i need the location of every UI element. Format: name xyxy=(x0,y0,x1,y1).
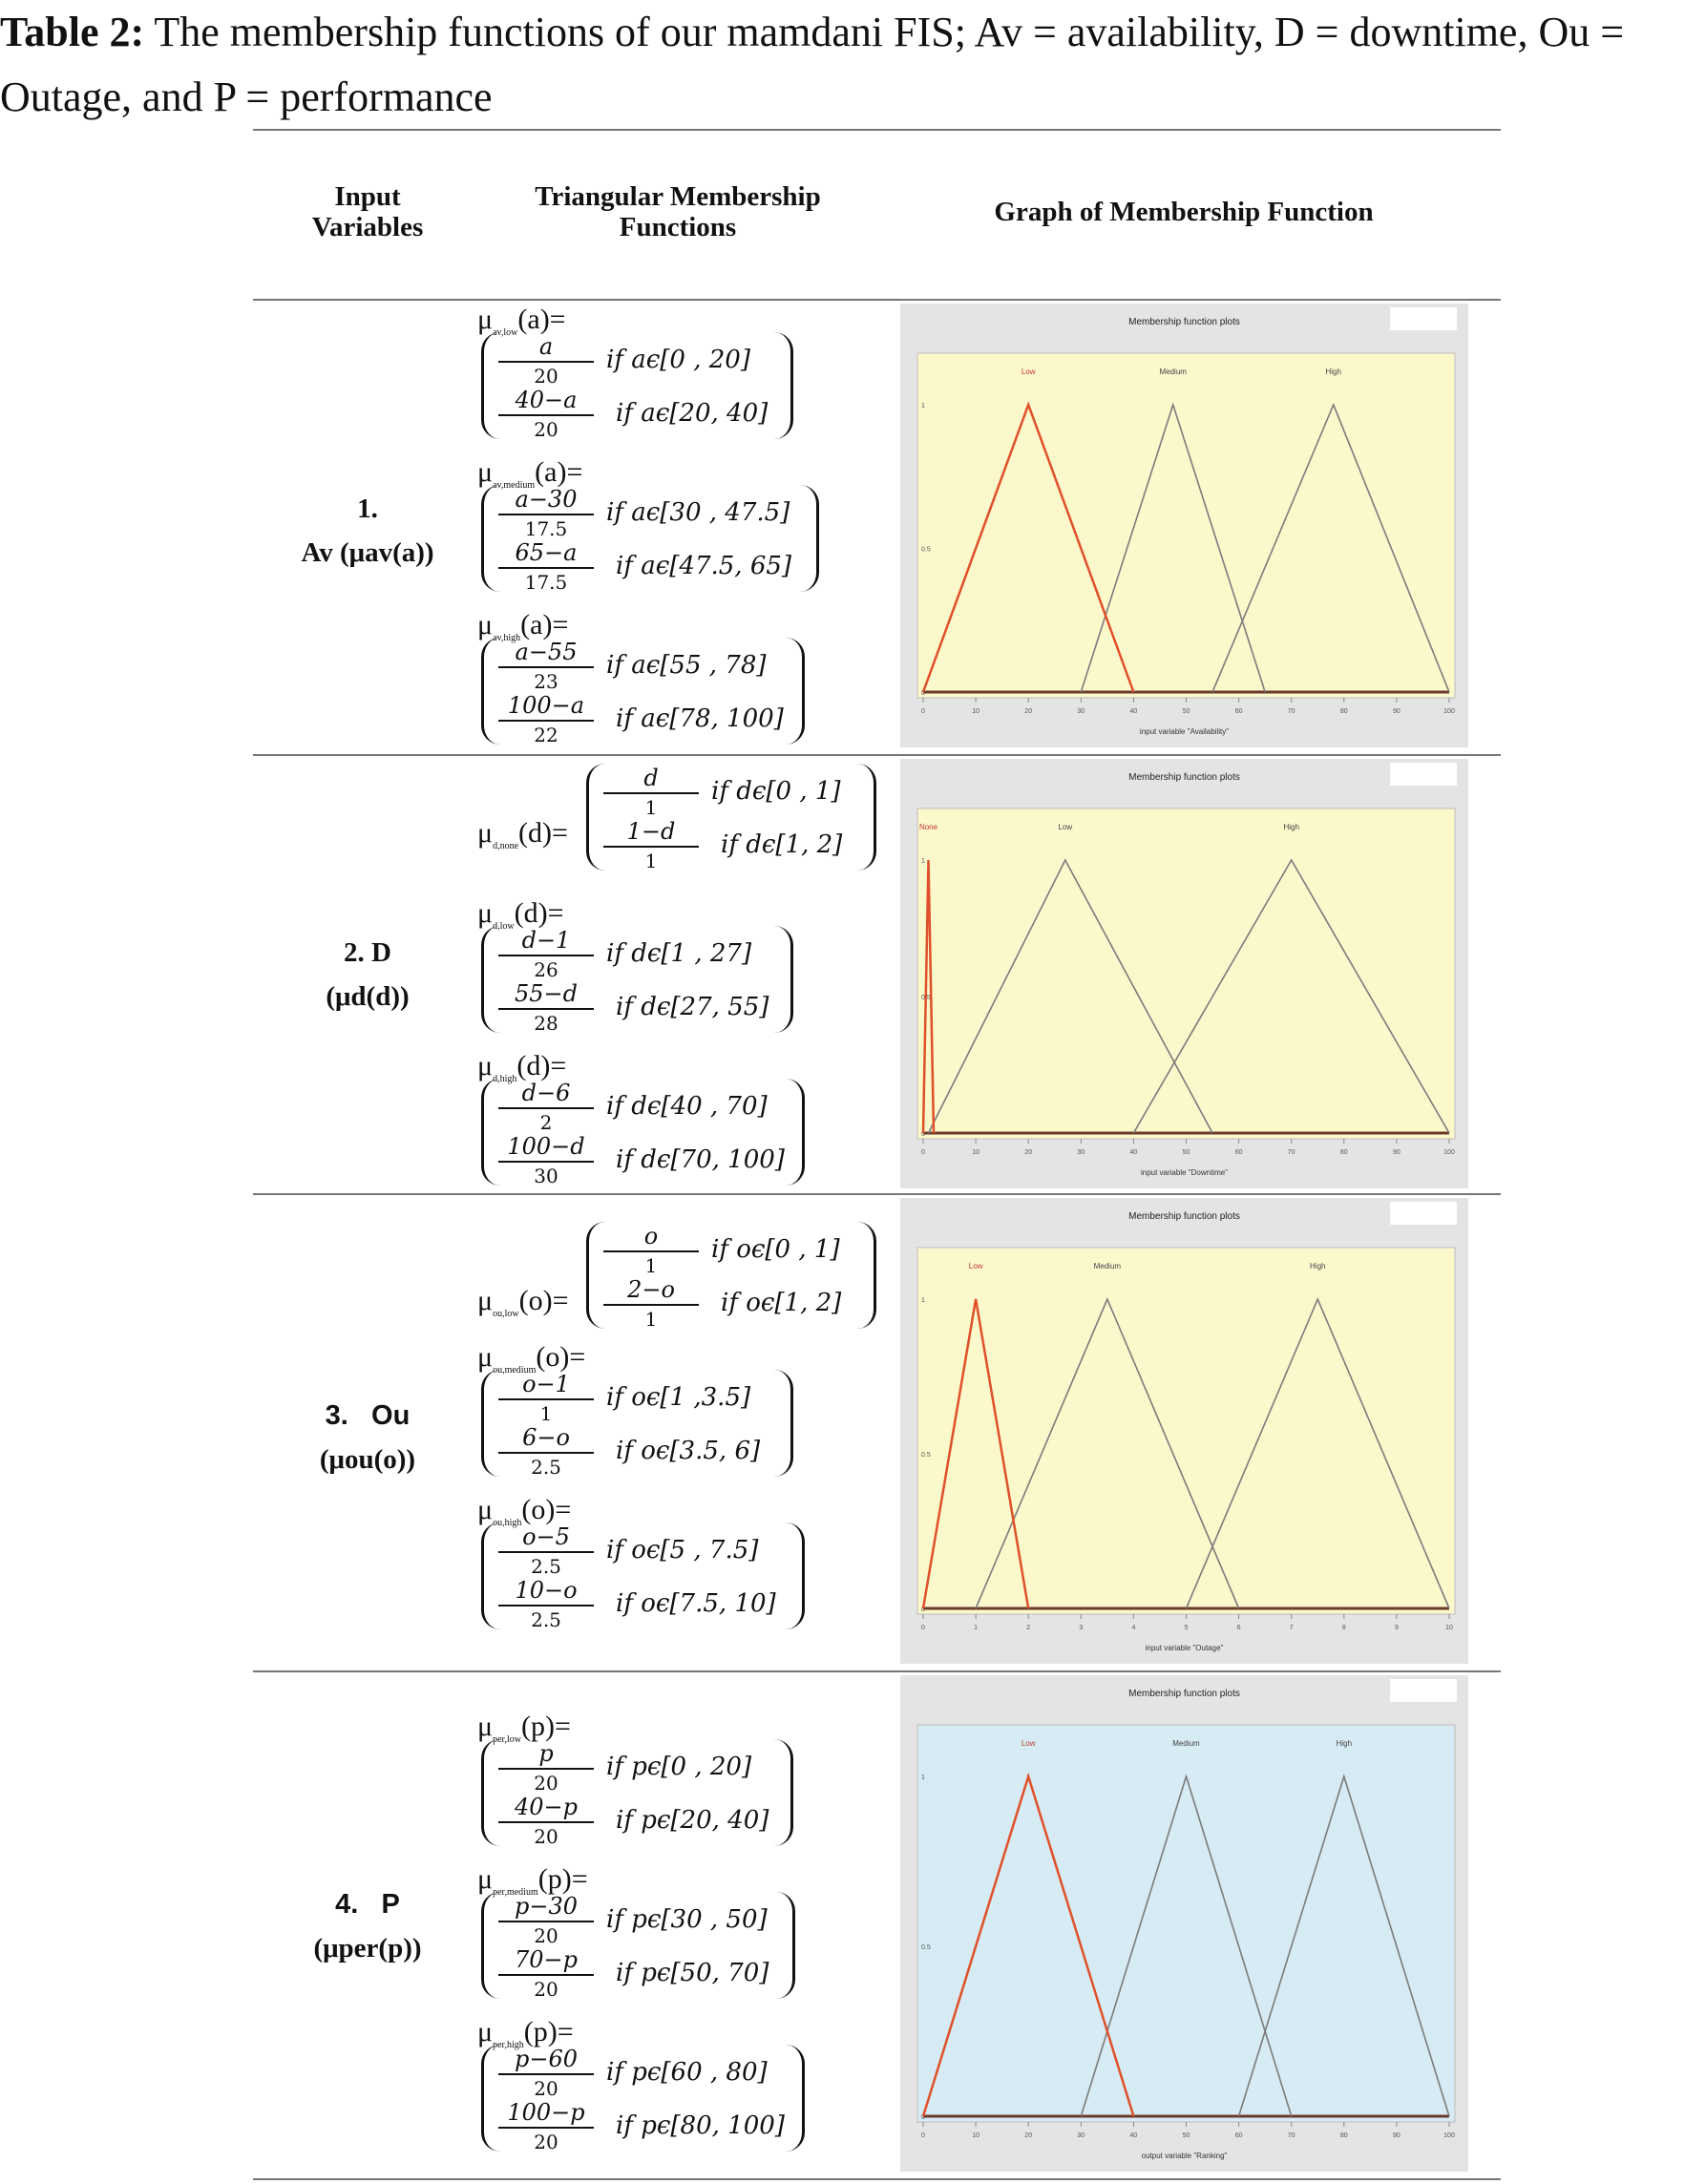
header-membership-functions: Triangular Membership Functions xyxy=(535,181,821,242)
membership-chart xyxy=(900,1675,1468,2172)
numerator: 100−p xyxy=(498,2098,594,2129)
numerator: a−30 xyxy=(498,485,594,515)
membership-chart xyxy=(900,304,1468,747)
table-bottom-rule xyxy=(253,2178,1501,2180)
condition: if dϵ[1, 2] xyxy=(721,830,843,859)
numerator: 70−p xyxy=(498,1945,594,1976)
fraction xyxy=(498,691,594,748)
x-tick-label: 90 xyxy=(1393,2132,1401,2139)
row-divider xyxy=(253,1193,1501,1195)
membership-chart xyxy=(900,759,1468,1188)
fraction xyxy=(498,538,594,596)
row-divider xyxy=(253,754,1501,756)
x-tick-label: 100 xyxy=(1443,2132,1455,2139)
fraction xyxy=(498,2098,594,2155)
fraction xyxy=(498,1892,594,1949)
x-tick-label: 80 xyxy=(1339,1149,1348,1156)
numerator: 40−p xyxy=(498,1793,594,1823)
fraction xyxy=(498,386,594,443)
condition: if pϵ[60 , 80] xyxy=(606,2058,768,2087)
x-tick-label: 10 xyxy=(972,708,979,715)
series-label-none: None xyxy=(918,823,938,831)
numerator: p xyxy=(498,1739,594,1770)
denominator: 2.5 xyxy=(531,1456,561,1479)
denominator: 30 xyxy=(534,1165,558,1187)
piecewise-definition xyxy=(477,1522,859,1635)
x-tick-label: 8 xyxy=(1341,1625,1346,1631)
condition: if aϵ[47.5, 65] xyxy=(616,552,792,580)
condition: if aϵ[20, 40] xyxy=(616,399,769,428)
condition: if dϵ[0 , 1] xyxy=(711,777,841,806)
condition: if oϵ[3.5, 6] xyxy=(616,1437,761,1465)
x-tick-label: 5 xyxy=(1184,1625,1189,1631)
y-tick-label: 0.5 xyxy=(921,1452,931,1459)
x-tick-label: 6 xyxy=(1236,1625,1241,1631)
fraction xyxy=(498,1132,594,1189)
header-bottom-rule xyxy=(253,299,1501,301)
condition: if dϵ[1 , 27] xyxy=(606,939,752,968)
x-tick-label: 20 xyxy=(1024,2132,1033,2139)
right-brace xyxy=(854,764,876,871)
function-name: $\mu_{ou,medium}(o)=$ xyxy=(477,1341,586,1376)
fraction xyxy=(603,764,699,821)
condition: if dϵ[40 , 70] xyxy=(606,1092,768,1121)
graph-performance xyxy=(900,1675,1468,2172)
right-brace xyxy=(771,1370,793,1477)
x-tick-label: 60 xyxy=(1234,708,1243,715)
denominator: 20 xyxy=(534,1978,558,2001)
denominator: 20 xyxy=(534,2131,558,2153)
right-brace xyxy=(771,1739,793,1846)
numerator: 2−o xyxy=(603,1275,699,1306)
graph-availability xyxy=(900,304,1468,747)
x-tick-label: 50 xyxy=(1182,1149,1190,1156)
denominator: 1 xyxy=(539,1402,553,1425)
function-name: $\mu_{av,low}(a)=$ xyxy=(477,304,566,338)
right-brace xyxy=(771,926,793,1033)
header-graph: Graph of Membership Function xyxy=(994,197,1374,227)
series-label-high: High xyxy=(1336,1739,1353,1748)
condition: if pϵ[50, 70] xyxy=(616,1959,769,1987)
fraction xyxy=(498,1423,594,1480)
fraction xyxy=(498,332,594,389)
x-tick-label: 10 xyxy=(972,1149,979,1156)
graph-outage xyxy=(900,1198,1468,1664)
x-tick-label: 40 xyxy=(1129,1149,1138,1156)
row-variable: Av (μav(a)) xyxy=(301,537,434,568)
x-tick-label: 10 xyxy=(1445,1625,1453,1631)
series-label-low: Low xyxy=(1021,368,1036,376)
x-tick-label: 90 xyxy=(1393,1149,1401,1156)
x-axis-label: input variable "Availability" xyxy=(1139,727,1230,736)
condition: if pϵ[0 , 20] xyxy=(606,1753,752,1781)
row-variable: (μd(d)) xyxy=(326,981,410,1012)
x-tick-label: 60 xyxy=(1234,2132,1243,2139)
denominator: 2.5 xyxy=(531,1555,561,1578)
table-caption xyxy=(0,0,1685,130)
piecewise-definition xyxy=(477,926,859,1039)
row-number: 1. xyxy=(357,494,378,524)
function-name: $\mu_{d,low}(d)=$ xyxy=(477,897,564,932)
row-number: 2. D xyxy=(344,937,391,968)
function-name: $\mu_{d,none}(d)=$ xyxy=(477,817,568,851)
numerator: o−5 xyxy=(498,1522,594,1553)
series-label-medium: Medium xyxy=(1159,368,1187,376)
fraction xyxy=(498,638,594,695)
toolbar-box xyxy=(1390,763,1457,786)
numerator: 40−a xyxy=(498,386,594,416)
x-tick-label: 0 xyxy=(921,2132,925,2139)
row-number: 3. Ou xyxy=(325,1400,411,1431)
right-brace xyxy=(783,638,805,745)
right-brace xyxy=(773,1892,795,1999)
fraction xyxy=(498,1739,594,1796)
series-label-high: High xyxy=(1325,368,1342,376)
right-brace xyxy=(771,332,793,439)
piecewise-definition xyxy=(477,485,859,598)
function-name: $\mu_{av,high}(a)=$ xyxy=(477,609,569,643)
denominator: 20 xyxy=(534,2077,558,2100)
function-name: $\mu_{per,low}(p)=$ xyxy=(477,1711,571,1745)
condition: if oϵ[0 , 1] xyxy=(711,1235,840,1264)
plot-area xyxy=(917,808,1455,1139)
x-tick-label: 100 xyxy=(1443,708,1455,715)
piecewise-definition xyxy=(477,1892,859,2005)
numerator: a xyxy=(498,332,594,363)
numerator: 65−a xyxy=(498,538,594,569)
row-variable: (μou(o)) xyxy=(319,1444,416,1475)
series-label-high: High xyxy=(1283,823,1299,831)
table-top-rule xyxy=(253,129,1501,131)
membership-chart xyxy=(900,1198,1468,1664)
piecewise-definition xyxy=(477,638,859,750)
x-tick-label: 100 xyxy=(1443,1149,1455,1156)
fraction xyxy=(498,1576,594,1633)
fraction xyxy=(603,817,699,874)
chart-title: Membership function plots xyxy=(1128,1689,1240,1699)
numerator: 100−a xyxy=(498,691,594,722)
condition: if aϵ[55 , 78] xyxy=(606,651,767,680)
piecewise-definition xyxy=(477,1370,859,1482)
x-tick-label: 50 xyxy=(1182,2132,1190,2139)
row-label-outage xyxy=(253,1394,482,1481)
x-axis-label: output variable "Ranking" xyxy=(1141,2152,1228,2160)
fraction xyxy=(498,1522,594,1580)
x-tick-label: 90 xyxy=(1393,708,1401,715)
condition: if aϵ[30 , 47.5] xyxy=(606,498,790,527)
x-tick-label: 30 xyxy=(1077,708,1085,715)
right-brace xyxy=(783,1079,805,1186)
condition: if pϵ[30 , 50] xyxy=(606,1905,768,1934)
series-label-low: Low xyxy=(968,1262,983,1270)
y-tick-label: 0 xyxy=(921,1606,925,1613)
denominator: 2 xyxy=(539,1111,553,1134)
x-tick-label: 80 xyxy=(1339,2132,1348,2139)
row-variable: (μper(p)) xyxy=(313,1933,422,1964)
toolbar-box xyxy=(1390,307,1457,330)
numerator: d−1 xyxy=(498,926,594,956)
y-tick-label: 1 xyxy=(921,1297,925,1304)
right-brace xyxy=(783,1522,805,1629)
fraction xyxy=(498,1370,594,1427)
row-divider xyxy=(253,1670,1501,1672)
function-name: $\mu_{ou,low}(o)=$ xyxy=(477,1285,569,1319)
x-tick-label: 9 xyxy=(1394,1625,1399,1631)
series-label-medium: Medium xyxy=(1093,1262,1122,1270)
function-name: $\mu_{av,medium}(a)=$ xyxy=(477,456,583,491)
y-tick-label: 0 xyxy=(921,2114,925,2121)
x-tick-label: 3 xyxy=(1079,1625,1084,1631)
right-brace xyxy=(783,2045,805,2152)
series-label-medium: Medium xyxy=(1172,1739,1200,1748)
function-name: $\mu_{per,high}(p)=$ xyxy=(477,2016,574,2050)
function-name: $\mu_{d,high}(d)=$ xyxy=(477,1050,567,1084)
y-tick-label: 1 xyxy=(921,1774,925,1781)
condition: if dϵ[70, 100] xyxy=(616,1145,785,1174)
series-label-low: Low xyxy=(1021,1739,1036,1748)
denominator: 28 xyxy=(534,1012,558,1035)
numerator: p−30 xyxy=(498,1892,594,1922)
y-tick-label: 0.5 xyxy=(921,1944,931,1951)
condition: if aϵ[0 , 20] xyxy=(606,346,750,374)
x-tick-label: 0 xyxy=(921,1625,925,1631)
denominator: 20 xyxy=(534,365,558,388)
condition: if aϵ[78, 100] xyxy=(616,704,784,733)
condition: if dϵ[27, 55] xyxy=(616,993,769,1021)
right-brace xyxy=(854,1222,876,1329)
x-tick-label: 50 xyxy=(1182,708,1190,715)
row-label-availability xyxy=(253,487,482,575)
fraction xyxy=(498,2045,594,2102)
numerator: 10−o xyxy=(498,1576,594,1606)
condition: if pϵ[20, 40] xyxy=(616,1806,769,1835)
chart-title: Membership function plots xyxy=(1128,1211,1240,1222)
row-number: 4. P xyxy=(335,1889,400,1920)
denominator: 20 xyxy=(534,1772,558,1795)
plot-area xyxy=(917,353,1455,698)
x-tick-label: 7 xyxy=(1289,1625,1294,1631)
condition: if oϵ[5 , 7.5] xyxy=(606,1536,759,1564)
fraction xyxy=(498,926,594,983)
x-tick-label: 20 xyxy=(1024,1149,1033,1156)
x-tick-label: 0 xyxy=(921,708,925,715)
denominator: 1 xyxy=(644,850,658,872)
denominator: 1 xyxy=(644,1254,658,1277)
y-tick-label: 0.5 xyxy=(921,546,931,554)
fraction xyxy=(603,1275,699,1333)
function-name: $\mu_{per,medium}(p)=$ xyxy=(477,1863,588,1898)
x-axis-label: input variable "Outage" xyxy=(1145,1644,1224,1652)
piecewise-definition xyxy=(477,1739,859,1852)
y-tick-label: 0 xyxy=(921,1131,925,1138)
y-tick-label: 1 xyxy=(921,403,925,410)
x-tick-label: 70 xyxy=(1287,1149,1295,1156)
denominator: 20 xyxy=(534,1924,558,1947)
x-axis-label: input variable "Downtime" xyxy=(1140,1168,1229,1177)
numerator: p−60 xyxy=(498,2045,594,2075)
fraction xyxy=(498,979,594,1037)
x-tick-label: 30 xyxy=(1077,2132,1085,2139)
numerator: d−6 xyxy=(498,1079,594,1109)
y-tick-label: 1 xyxy=(921,858,925,865)
x-tick-label: 80 xyxy=(1339,708,1348,715)
numerator: o−1 xyxy=(498,1370,594,1400)
x-tick-label: 30 xyxy=(1077,1149,1085,1156)
toolbar-box xyxy=(1390,1679,1457,1702)
numerator: 1−d xyxy=(603,817,699,848)
denominator: 22 xyxy=(534,724,558,746)
denominator: 20 xyxy=(534,418,558,441)
x-tick-label: 0 xyxy=(921,1149,925,1156)
condition: if oϵ[7.5, 10] xyxy=(616,1589,776,1618)
x-tick-label: 40 xyxy=(1129,708,1138,715)
numerator: 6−o xyxy=(498,1423,594,1454)
denominator: 23 xyxy=(534,670,558,693)
series-label-high: High xyxy=(1310,1262,1326,1270)
chart-title: Membership function plots xyxy=(1128,772,1240,783)
denominator: 2.5 xyxy=(531,1608,561,1631)
x-tick-label: 60 xyxy=(1234,1149,1243,1156)
numerator: d xyxy=(603,764,699,794)
condition: if oϵ[1, 2] xyxy=(721,1289,842,1317)
right-brace xyxy=(797,485,819,592)
plot-area xyxy=(917,1725,1455,2122)
function-name: $\mu_{ou,high}(o)=$ xyxy=(477,1494,572,1528)
row-label-downtime xyxy=(253,931,482,1018)
row-label-performance xyxy=(253,1882,482,1970)
piecewise-definition xyxy=(477,2045,859,2157)
fraction xyxy=(498,485,594,542)
caption-label: Table 2: xyxy=(0,9,145,55)
y-tick-label: 0.5 xyxy=(921,995,931,1001)
denominator: 17.5 xyxy=(524,571,568,594)
x-tick-label: 10 xyxy=(972,2132,979,2139)
fraction xyxy=(498,1793,594,1850)
x-tick-label: 70 xyxy=(1287,2132,1295,2139)
condition: if pϵ[80, 100] xyxy=(616,2111,785,2140)
fraction xyxy=(498,1079,594,1136)
numerator: 55−d xyxy=(498,979,594,1010)
fraction xyxy=(498,1945,594,2003)
numerator: o xyxy=(603,1222,699,1252)
piecewise-definition xyxy=(477,332,859,445)
denominator: 1 xyxy=(644,796,658,819)
condition: if oϵ[1 ,3.5] xyxy=(606,1383,751,1412)
x-tick-label: 20 xyxy=(1024,708,1033,715)
piecewise-definition xyxy=(477,1079,859,1191)
x-tick-label: 4 xyxy=(1131,1625,1136,1631)
x-tick-label: 1 xyxy=(974,1625,979,1631)
graph-downtime xyxy=(900,759,1468,1188)
fraction xyxy=(603,1222,699,1279)
x-tick-label: 40 xyxy=(1129,2132,1138,2139)
caption-text: The membership functions of our mamdani FIS; Av = availability, D = downtime, Ou = Outage, and P = performance xyxy=(0,9,1625,120)
series-label-low: Low xyxy=(1058,823,1073,831)
x-tick-label: 2 xyxy=(1026,1625,1031,1631)
numerator: a−55 xyxy=(498,638,594,668)
denominator: 1 xyxy=(644,1308,658,1331)
denominator: 20 xyxy=(534,1825,558,1848)
chart-title: Membership function plots xyxy=(1128,317,1240,327)
toolbar-box xyxy=(1390,1202,1457,1225)
header-input-variables: Input Variables xyxy=(311,181,424,242)
numerator: 100−d xyxy=(498,1132,594,1163)
x-tick-label: 70 xyxy=(1287,708,1295,715)
denominator: 17.5 xyxy=(524,517,568,540)
denominator: 26 xyxy=(534,958,558,981)
y-tick-label: 0 xyxy=(921,690,925,697)
